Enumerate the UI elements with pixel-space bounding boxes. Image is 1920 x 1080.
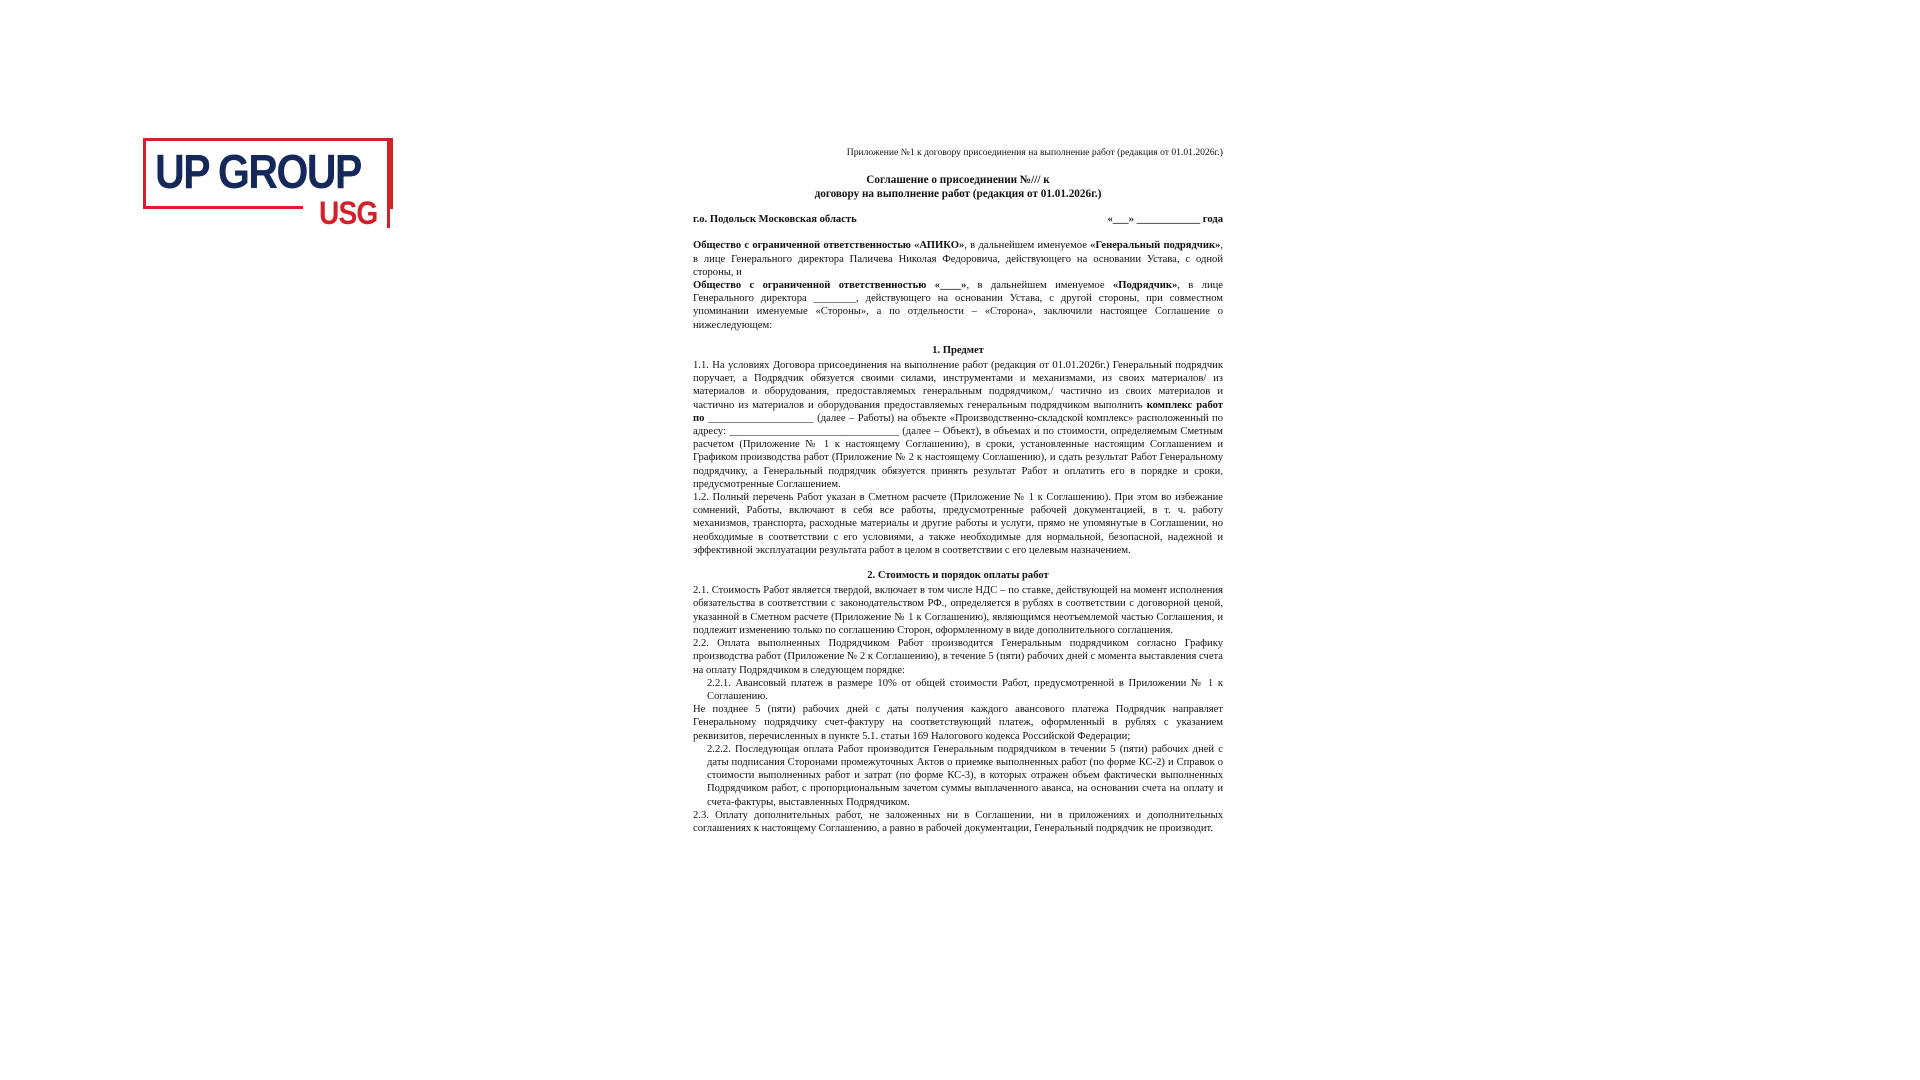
- clause-2-1: 2.1. Стоимость Работ является твердой, включает в том числе НДС – по ставке, действующей на момент исполнения обязательства в соответствии с законодательством РФ., определяется в рублях в соответствии с договорной ценой, указанной в Сметном расчете (Приложение № 1 к Соглашению), являющимся неотъемлемой частью Соглашения, и подлежит изменению только по соглашению Сторон, оформленному в виде дополнительного соглашения.: [693, 585, 1223, 636]
- title-line-2: договору на выполнение работ (редакция от 01.01.2026г.): [814, 188, 1102, 201]
- party-2-mid: , в дальнейшем именуемое: [966, 280, 1113, 292]
- party-1-name: Общество с ограниченной ответственностью «АПИКО»: [693, 240, 965, 252]
- section-1-heading: 1. Предмет: [932, 344, 984, 356]
- document-page: [693, 146, 1223, 835]
- clause-1-1-part-b: ____________________ (далее – Работы) на объекте «Производственно-складской комплекс» расположенный по адресу: ________________________________ (далее – Объект), в объемах и по стоимости, определяемым Сметным расчетом (Приложение № 1 к настоящему Соглашению), в сроки, установленные настоящим Соглашением и Графиком производства работ (Приложение № 2 к настоящему Соглашению), и сдать результат Работ Генеральному подрядчику, а Генеральный подрядчик обязуется принять результат Работ и оплатить его в порядке и сроки, предусмотренные Соглашением.: [693, 412, 1223, 490]
- company-logo: [143, 138, 393, 231]
- party-2-paragraph: [693, 279, 1223, 332]
- party-2-rest: , в лице Генерального директора ________, действующего на основании Устава, с другой стороны, при совместном упоминании именуемые «Стороны», а по отдельности – «Сторона», заключили настоящее Соглашение о нижеследующем:: [693, 280, 1223, 331]
- clause-2-3: 2.3. Оплату дополнительных работ, не заложенных ни в Соглашении, ни в приложениях и дополнительных соглашениях к настоящему Соглашению, а равно в рабочей документации, Генеральный подрядчик не производит.: [693, 809, 1223, 834]
- party-1-role: «Генеральный подрядчик»: [1090, 240, 1221, 252]
- party-2-name: Общество с ограниченной ответственностью «____»: [693, 280, 967, 292]
- document-title: [693, 173, 1223, 201]
- title-line-1: Соглашение о присоединении №/// к: [866, 174, 1050, 187]
- clause-1-2: 1.2. Полный перечень Работ указан в Сметном расчете (Приложение № 1 к Соглашению). При этом во избежание сомнений, Работы, включают в себя все работы, предусмотренные рабочей документацией, в т. ч. работу механизмов, транспорта, расходные материалы и другие работы и услуги, прямо не упомянутые в Соглашении, но необходимые в соответствии с его условиями, а также необходимые для нормальной, безопасной, надежной и эффективной эксплуатации результата работ в целом в соответствии с его целевым назначением.: [693, 492, 1223, 556]
- clause-1-1-bold: комплекс работ по: [693, 399, 1223, 424]
- party-1-paragraph: [693, 239, 1223, 279]
- party-1-mid: , в дальнейшем именуемое: [964, 240, 1091, 252]
- clause-2-2-2: 2.2.2. Последующая оплата Работ производится Генеральным подрядчиком в течении 5 (пяти) рабочих дней с даты подписания Сторонами промежуточных Актов о приемке выполненных работ (по форме КС-2) и Справок о стоимости выполненных работ и затрат (по форме КС-3), в которых отражен объем фактически выполненных Подрядчиком работ, с пропорциональным зачетом суммы выплаченного аванса, на основании счета на оплату и счета-фактуры, выставленных Подрядчиком.: [707, 743, 1223, 808]
- clause-2-2-1-continuation: Не позднее 5 (пяти) рабочих дней с даты получения каждого авансового платежа Подрядчик направляет Генеральному подрядчику счет-фактуру на соответствующий платеж, оформленный в рублях с указанием реквизитов, перечисленных в пункте 5.1. статьи 169 Налогового кодекса Российской Федерации;: [693, 704, 1223, 742]
- clause-2-2-1: 2.2.1. Авансовый платеж в размере 10% от общей стоимости Работ, предусмотренной в Приложении № 1 к Соглашению.: [707, 677, 1223, 702]
- party-2-role: «Подрядчик»: [1112, 280, 1178, 292]
- clause-1-1-part-a: 1.1. На условиях Договора присоединения на выполнение работ (редакция от 01.01.2026г.) Генеральный подрядчик поручает, а Подрядчик обязуется своими силами, инструментами и механизмами, из своих материалов/ из материалов и оборудования, предоставляемых генеральным подрядчиком,/ частично из своих материалов и частично из материалов и оборудования предоставляемых генеральным подрядчиком выполнить: [693, 360, 1223, 411]
- logo-main-text: UP GROUP: [155, 146, 361, 199]
- header-note: Приложение №1 к договору присоединения на выполнение работ (редакция от 01.01.2026г.): [846, 147, 1223, 158]
- logo-frame-bottom: [143, 206, 303, 209]
- place-date-row: [693, 213, 1223, 226]
- place: г.о. Подольск Московская область: [693, 214, 857, 226]
- date: «___» ____________ года: [1107, 214, 1223, 226]
- logo-sub-text: USG: [319, 195, 378, 231]
- section-2-heading: 2. Стоимость и порядок оплаты работ: [867, 570, 1049, 582]
- clause-2-2: 2.2. Оплата выполненных Подрядчиком Работ производится Генеральным подрядчиком согласно Графику производства работ (Приложение № 2 к Соглашению), в течение 5 (пяти) рабочих дней с момента выставления счета на оплату Подрядчиком в следующем порядке:: [693, 638, 1223, 676]
- party-1-rest: , в лице Генерального директора Паличева Николая Федоровича, действующего на основании Устава, с одной стороны, и: [693, 240, 1224, 278]
- clause-1-1: [693, 359, 1223, 491]
- logo-frame-right: [387, 138, 390, 228]
